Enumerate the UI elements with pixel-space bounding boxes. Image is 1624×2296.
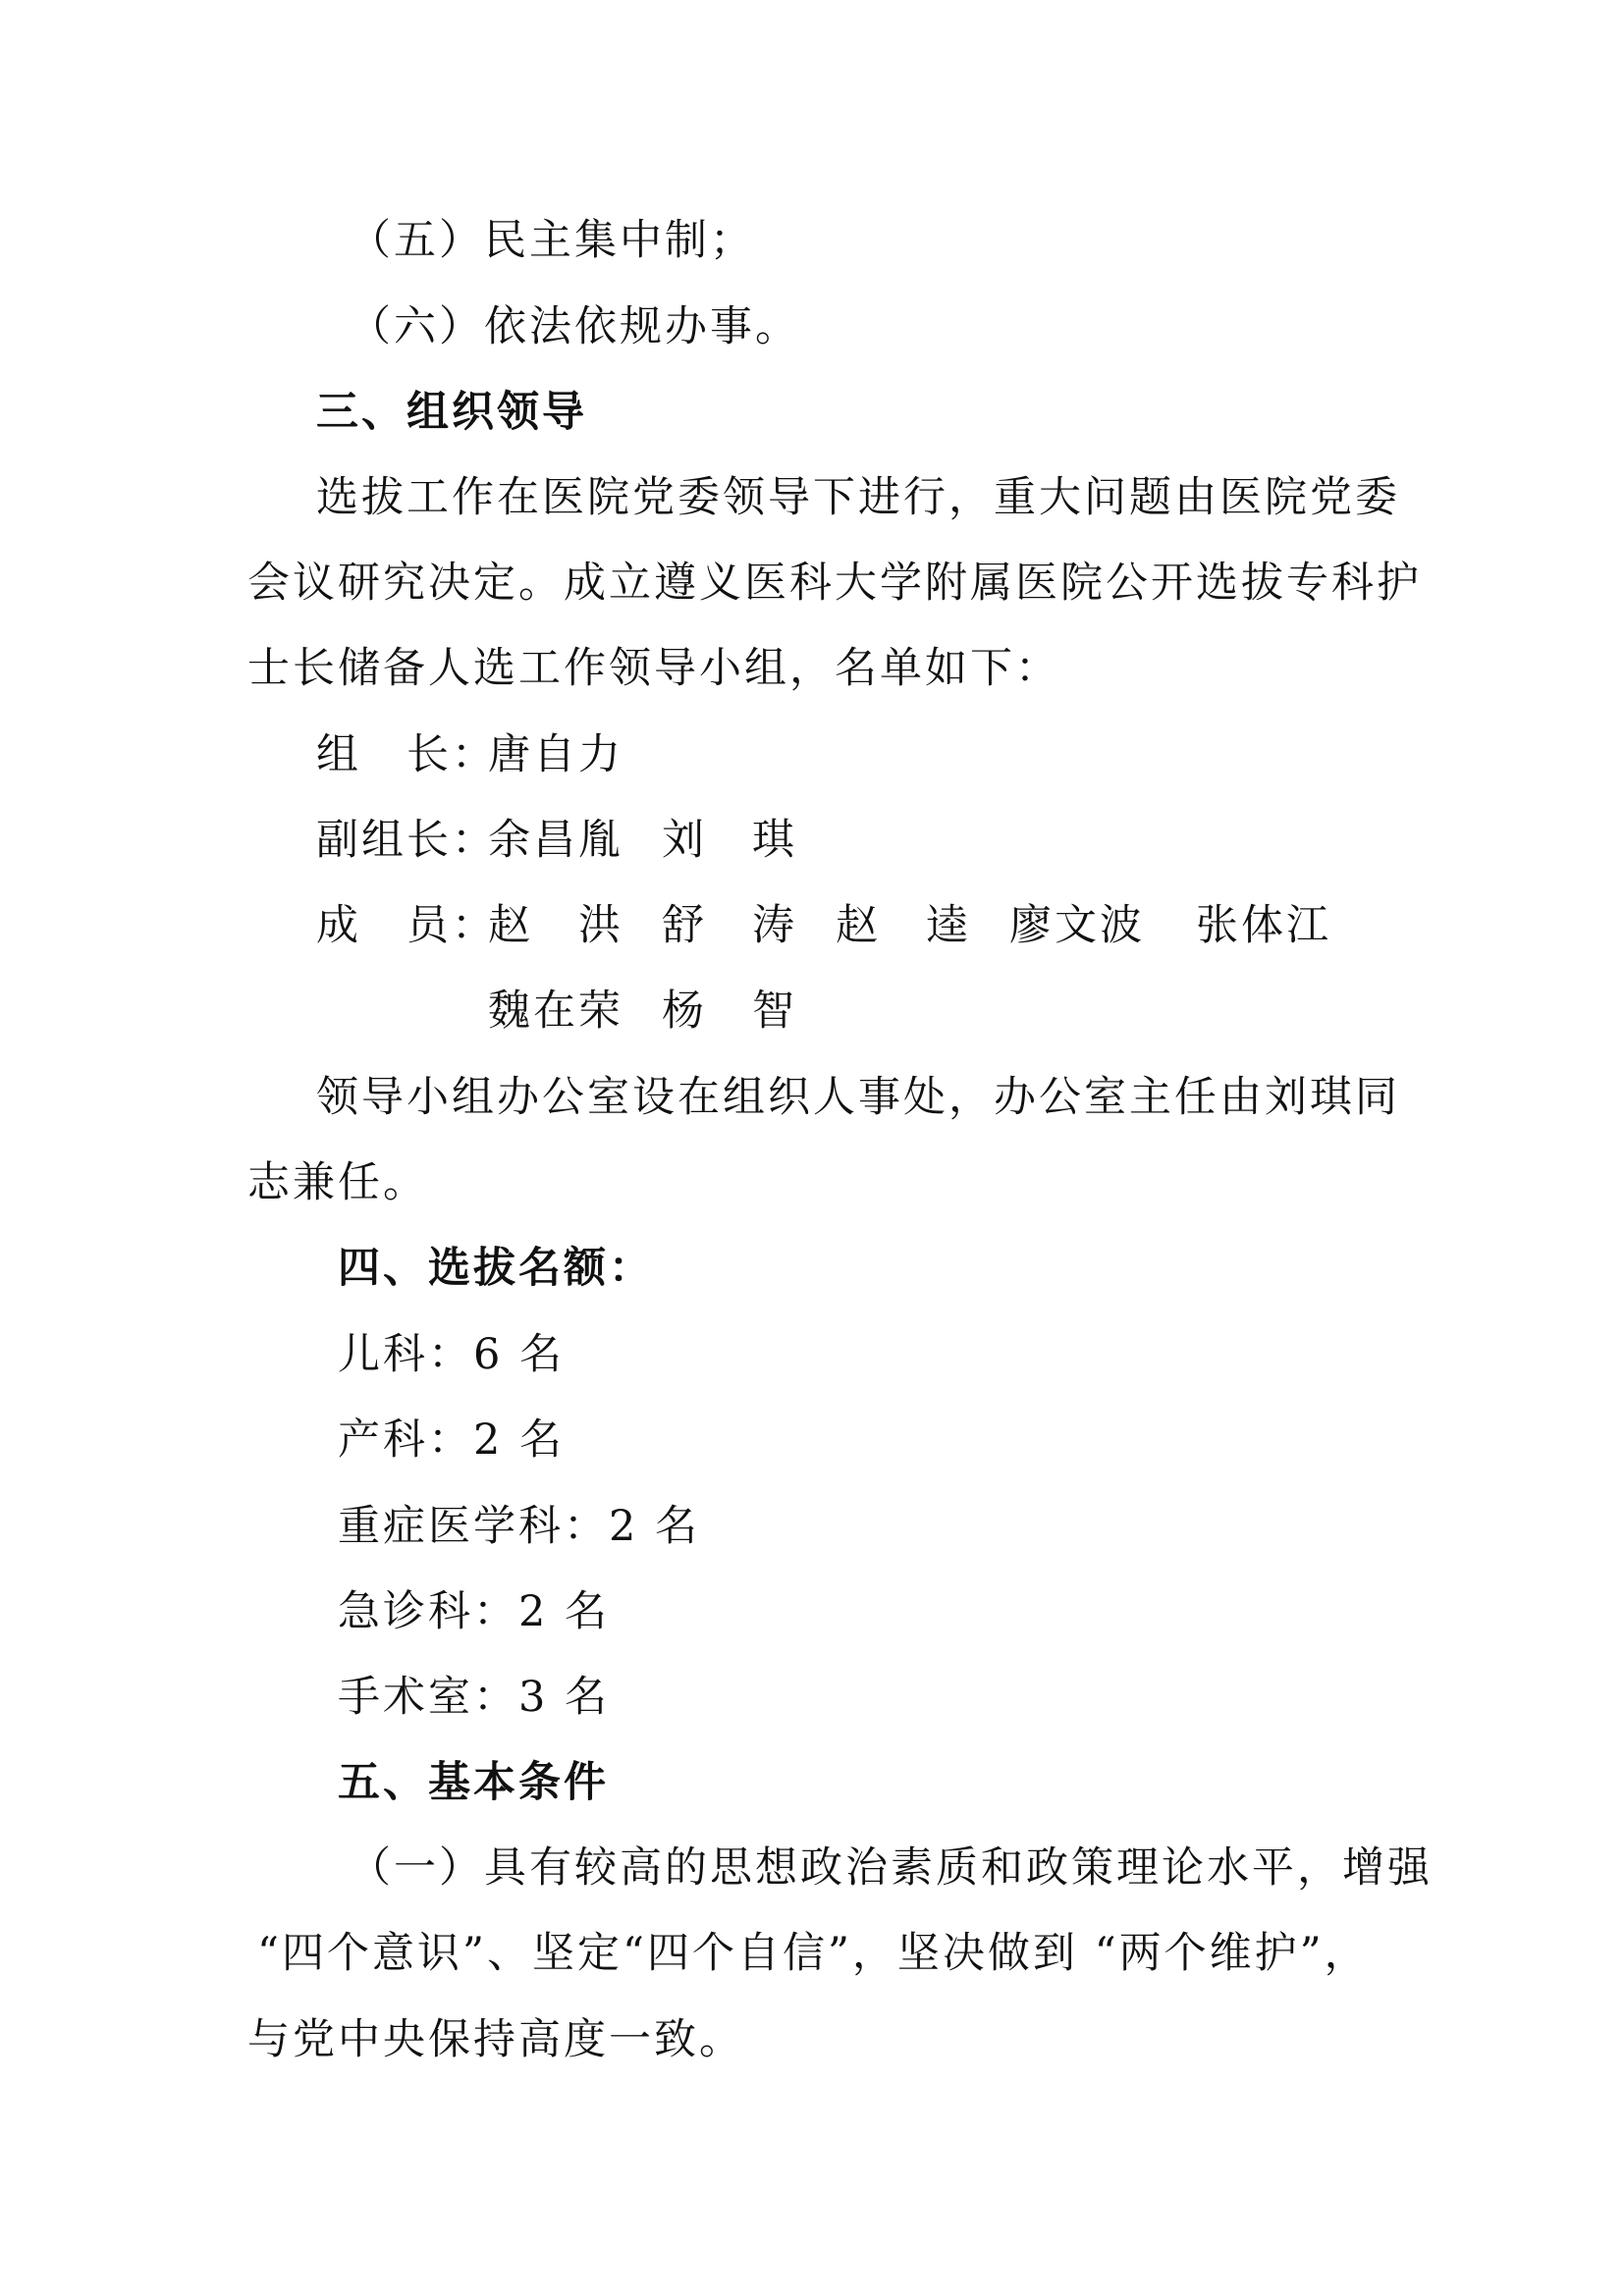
- quota-item: 儿科：6 名: [338, 1330, 566, 1379]
- principle-item: （六）依法依规办事。: [349, 302, 800, 351]
- paragraph-line: 领导小组办公室设在组织人事处，办公室主任由刘琪同: [316, 1073, 1400, 1122]
- leader-label: 组 长：: [316, 730, 497, 779]
- section-heading: 三、组织领导: [316, 388, 587, 437]
- members-row-continued: [316, 986, 1298, 1037]
- paragraph-line: 会议研究决定。成立遵义医科大学附属医院公开选拔专科护: [247, 559, 1422, 608]
- paragraph-line: （一）具有较高的思想政治素质和政策理论水平，增强: [349, 1843, 1433, 1893]
- quota-item: 急诊科：2 名: [338, 1587, 611, 1636]
- member-name: 赵 洪: [488, 901, 623, 950]
- quota-item: 手术室：3 名: [338, 1673, 611, 1722]
- paragraph-line: 选拔工作在医院党委领导下进行，重大问题由医院党委: [316, 473, 1400, 522]
- section-heading: 四、选拔名额：: [338, 1244, 654, 1293]
- members-row: [316, 900, 1357, 951]
- leader-row: [316, 729, 1298, 780]
- deputy-name: 刘 琪: [662, 816, 797, 865]
- member-name: 魏在荣: [488, 987, 623, 1036]
- member-name: 廖文波: [1009, 901, 1145, 950]
- paragraph-line: “四个意识”、坚定“四个自信”，坚决做到 “两个维护”，: [257, 1929, 1370, 1978]
- paragraph-line: 士长储备人选工作领导小组，名单如下：: [247, 644, 1060, 693]
- principle-item: （五）民主集中制；: [349, 216, 755, 265]
- quota-item: 重症医学科：2 名: [338, 1502, 701, 1551]
- member-name: 赵 逵: [836, 901, 971, 950]
- member-name: 张体江: [1196, 901, 1331, 950]
- paragraph-line: 志兼任。: [247, 1158, 428, 1207]
- members-label: 成 员：: [316, 901, 497, 950]
- section-heading: 五、基本条件: [338, 1758, 609, 1807]
- quota-item: 产科：2 名: [338, 1415, 566, 1465]
- deputy-label: 副组长：: [316, 816, 497, 865]
- paragraph-line: 与党中央保持高度一致。: [247, 2015, 744, 2064]
- deputy-row: [316, 815, 1298, 866]
- member-name: 舒 涛: [662, 901, 797, 950]
- deputy-name: 余昌胤: [488, 816, 623, 865]
- leader-name: 唐自力: [488, 730, 623, 779]
- member-name: 杨 智: [662, 987, 797, 1036]
